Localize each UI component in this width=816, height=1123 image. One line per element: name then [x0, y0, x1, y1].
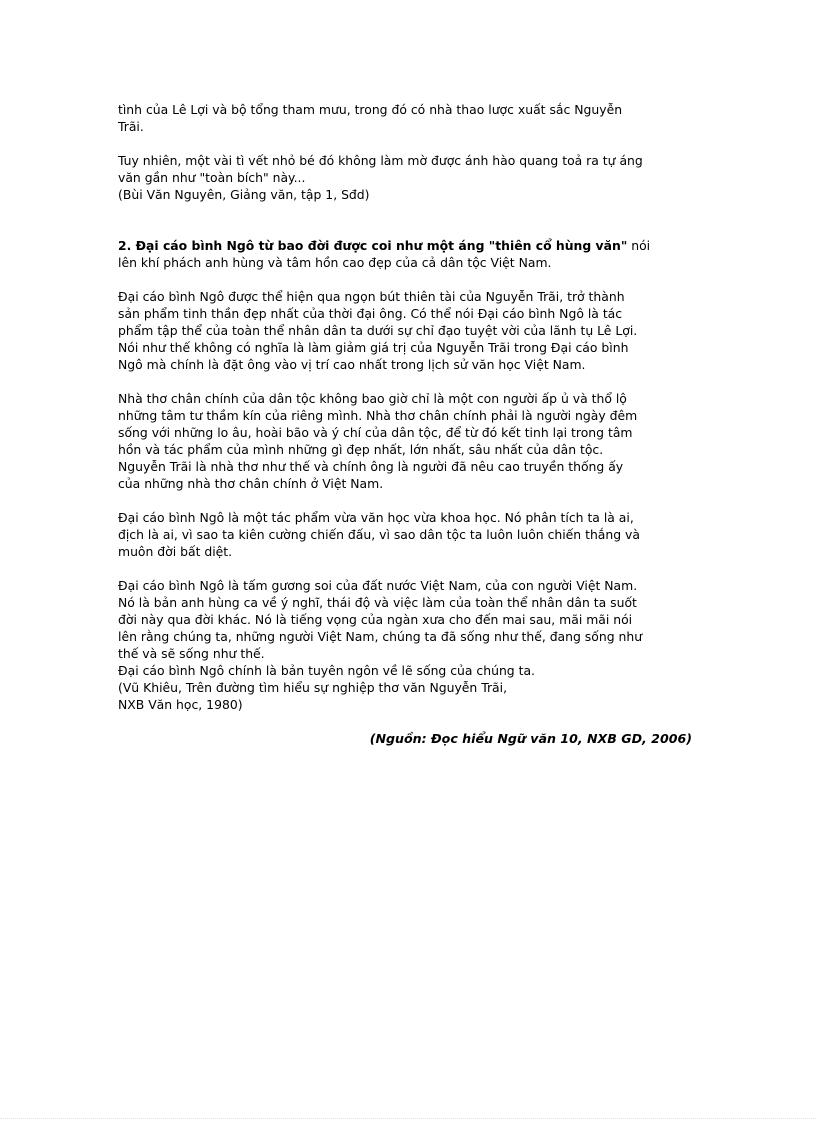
text-line: Trãi.	[118, 119, 144, 134]
citation: (Bùi Văn Nguyên, Giảng văn, tập 1, Sđd)	[118, 187, 370, 202]
text-line: Nói như thế không có nghĩa là làm giảm giá trị của Nguyễn Trãi trong Đại cáo bình	[118, 340, 629, 355]
text-line: Nguyễn Trãi là nhà thơ như thế và chính ông là người đã nêu cao truyền thống ấy	[118, 459, 624, 474]
text-line: sản phẩm tinh thần đẹp nhất của thời đại ông. Có thể nói Đại cáo bình Ngô là tác	[118, 306, 623, 321]
text-line: những tâm tư thầm kín của riêng mình. Nhà thơ chân chính phải là người ngày đêm	[118, 408, 638, 423]
text-line: của những nhà thơ chân chính ở Việt Nam.	[118, 476, 384, 491]
text-line: văn gần như "toàn bích" này...	[118, 170, 306, 185]
heading-bold-text: 2. Đại cáo bình Ngô từ bao đời được coi như một áng "thiên cổ hùng văn"	[118, 238, 628, 253]
paragraph-remark	[118, 152, 698, 203]
text-line: Đại cáo bình Ngô chính là bản tuyên ngôn về lẽ sống của chúng ta.	[118, 663, 535, 678]
text-line: lên rằng chúng ta, những người Việt Nam, chúng ta đã sống như thế, đang sống như	[118, 629, 643, 644]
paragraph-3	[118, 509, 698, 560]
text-line: Đại cáo bình Ngô là một tác phẩm vừa văn học vừa khoa học. Nó phân tích ta là ai,	[118, 510, 634, 525]
text-line: muôn đời bất diệt.	[118, 544, 233, 559]
text-line: Nhà thơ chân chính của dân tộc không bao giờ chỉ là một con người ấp ủ và thổ lộ	[118, 391, 627, 406]
section-heading	[118, 237, 698, 271]
citation: NXB Văn học, 1980)	[118, 697, 243, 712]
text-line: Tuy nhiên, một vài tì vết nhỏ bé đó không làm mờ được ánh hào quang toả ra tự áng	[118, 153, 643, 168]
text-line: Ngô mà chính là đặt ông vào vị trí cao nhất trong lịch sử văn học Việt Nam.	[118, 357, 586, 372]
text-line: Đại cáo bình Ngô là tấm gương soi của đất nước Việt Nam, của con người Việt Nam.	[118, 578, 638, 593]
document-body	[118, 101, 698, 747]
heading-line-2: lên khí phách anh hùng và tâm hồn cao đẹp của cả dân tộc Việt Nam.	[118, 255, 552, 270]
citation: (Vũ Khiêu, Trên đường tìm hiểu sự nghiệp thơ văn Nguyễn Trãi,	[118, 680, 508, 695]
text-line: phẩm tập thể của toàn thể nhân dân ta dưới sự chỉ đạo tuyệt vời của lãnh tụ Lê Lợi.	[118, 323, 638, 338]
paragraph-continuation	[118, 101, 698, 135]
text-line: Đại cáo bình Ngô được thể hiện qua ngọn bút thiên tài của Nguyễn Trãi, trở thành	[118, 289, 625, 304]
text-line: tình của Lê Lợi và bộ tổng tham mưu, trong đó có nhà thao lược xuất sắc Nguyễn	[118, 102, 623, 117]
paragraph-4	[118, 577, 698, 713]
source-note: (Nguồn: Đọc hiểu Ngữ văn 10, NXB GD, 2006)	[369, 731, 692, 746]
heading-tail-text: nói	[627, 238, 651, 253]
paragraph-2	[118, 390, 698, 492]
text-line: Nó là bản anh hùng ca về ý nghĩ, thái độ và việc làm của toàn thể nhân dân ta suốt	[118, 595, 637, 610]
text-line: địch là ai, vì sao ta kiên cường chiến đấu, vì sao dân tộc ta luôn luôn chiến thắng và	[118, 527, 640, 542]
text-line: hồn và tác phẩm của mình những gì đẹp nhất, lớn nhất, sâu nhất của dân tộc.	[118, 442, 604, 457]
text-line: sống với những lo âu, hoài bão và ý chí của dân tộc, để từ đó kết tinh lại trong tâm	[118, 425, 633, 440]
paragraph-1	[118, 288, 698, 373]
text-line: thế và sẽ sống như thế.	[118, 646, 265, 661]
page-bottom-border	[0, 1118, 816, 1119]
text-line: đời này qua đời khác. Nó là tiếng vọng của ngàn xưa cho đến mai sau, mãi mãi nói	[118, 612, 633, 627]
